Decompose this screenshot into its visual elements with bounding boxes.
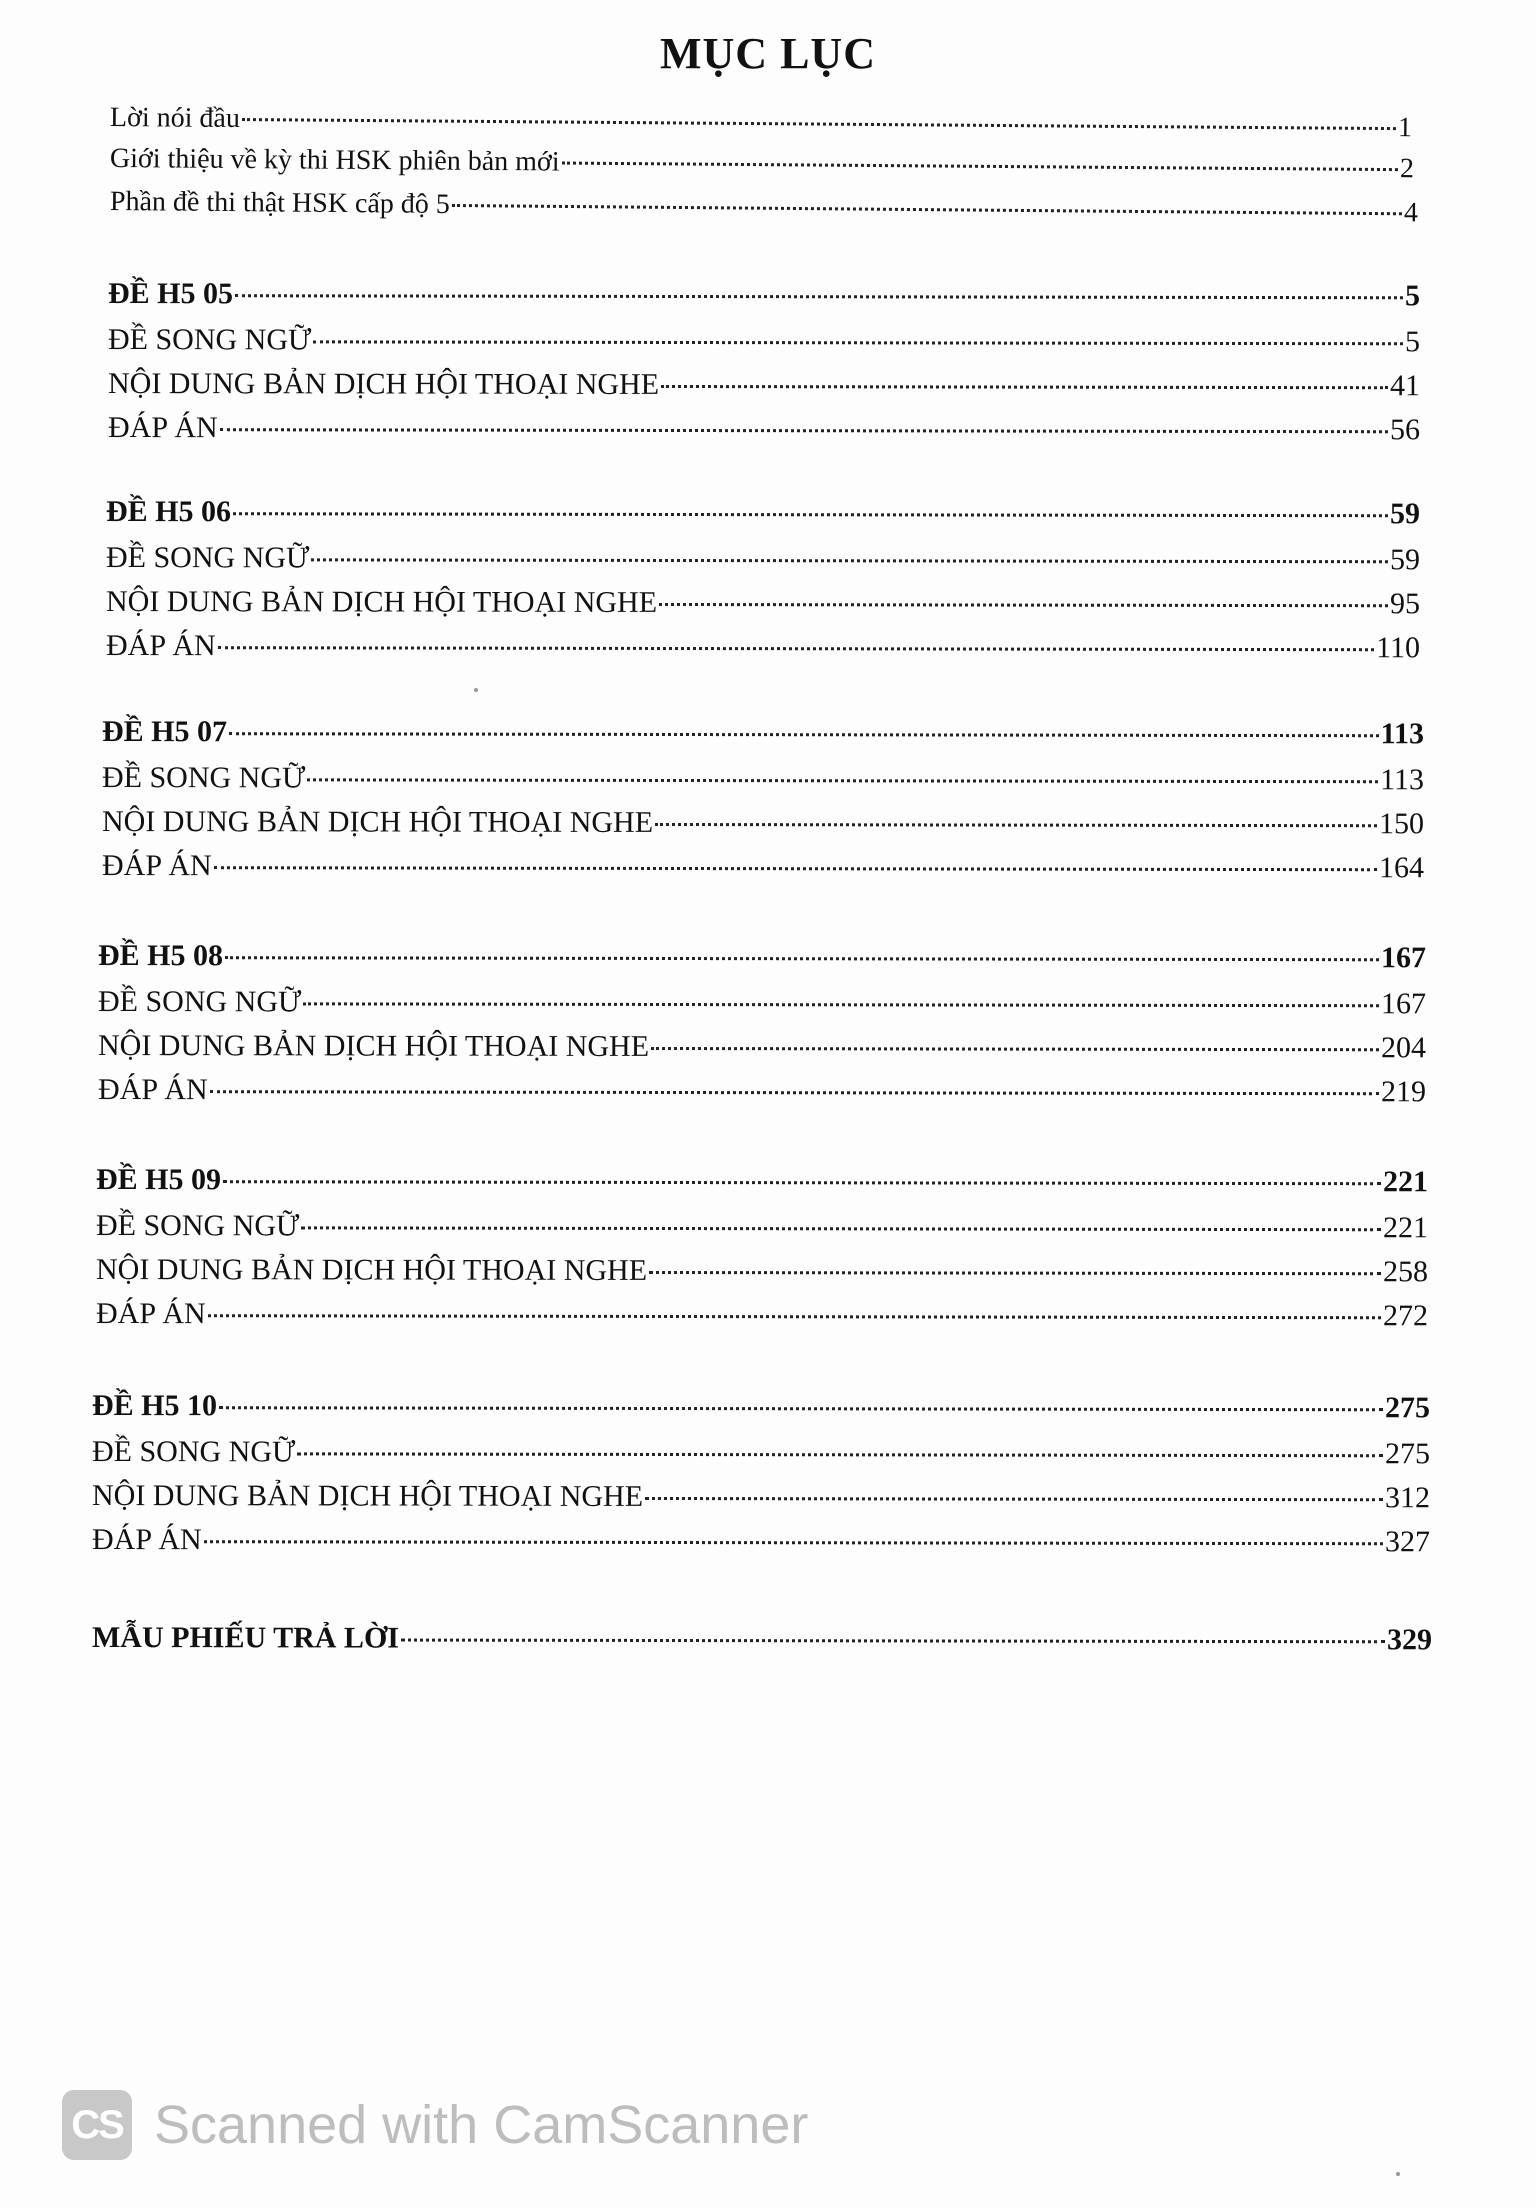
toc-intro-item (110, 100, 1412, 146)
toc-page-number: 5 (1404, 279, 1421, 313)
toc-entry-label: ĐỀ SONG NGỮ (101, 761, 306, 795)
toc-entry-label: Lời nói đầu (109, 102, 241, 135)
toc-entry-label: ĐỀ H5 10 (91, 1389, 218, 1423)
toc-entry-label: ĐỀ SONG NGỮ (97, 985, 302, 1019)
toc-entry-label: NỘI DUNG BẢN DỊCH HỘI THOẠI NGHE (107, 367, 660, 401)
toc-section-item (102, 804, 1424, 842)
toc-page-number: 56 (1389, 413, 1421, 447)
toc-page-number: 150 (1378, 807, 1425, 841)
dot-leader (659, 603, 1388, 607)
toc-entry-label: ĐÁP ÁN (95, 1297, 206, 1331)
toc-intro-item (110, 141, 1414, 187)
dot-leader (235, 294, 1403, 299)
toc-page-number: 110 (1376, 631, 1421, 665)
dot-leader (645, 1497, 1383, 1501)
toc-section-heading (102, 714, 1424, 752)
dot-leader (218, 646, 1374, 651)
toc-page-number: 113 (1380, 717, 1425, 751)
toc-entry-label: ĐỀ SONG NGỮ (107, 323, 312, 357)
toc-section-item (98, 1072, 1426, 1110)
toc-section-item (96, 1208, 1428, 1246)
toc-section-item (92, 1478, 1430, 1516)
dot-leader (452, 204, 1402, 215)
toc-entry-label: ĐÁP ÁN (107, 411, 218, 445)
dot-leader (301, 1226, 1381, 1231)
dot-leader (219, 1406, 1383, 1411)
camscanner-logo-icon: CS (62, 2090, 132, 2160)
toc-entry-label: ĐỀ SONG NGỮ (95, 1209, 300, 1243)
toc-page-number: 221 (1382, 1211, 1429, 1245)
dot-leader (223, 1180, 1381, 1185)
toc-closing-item (92, 1620, 1432, 1658)
toc-section-item (106, 628, 1420, 666)
dot-leader (655, 823, 1377, 827)
toc-section-heading (92, 1388, 1430, 1426)
toc-section-item (108, 366, 1420, 404)
toc-page-number: 41 (1389, 369, 1421, 403)
scan-speck (474, 688, 478, 692)
toc-entry-label: ĐỀ H5 07 (101, 715, 228, 749)
toc-entry-label: NỘI DUNG BẢN DỊCH HỘI THOẠI NGHE (105, 585, 658, 619)
toc-section-item (96, 1296, 1428, 1334)
toc-section-heading (106, 494, 1420, 532)
toc-section-item (102, 760, 1424, 798)
camscanner-watermark (62, 2090, 808, 2160)
dot-leader (208, 1314, 1381, 1319)
dot-leader (233, 512, 1388, 517)
dot-leader (225, 956, 1379, 961)
dot-leader (220, 428, 1388, 433)
toc-page-number: 113 (1380, 763, 1425, 797)
toc-entry-label: ĐỀ H5 09 (95, 1163, 222, 1197)
dot-leader (303, 1002, 1379, 1007)
toc-page-number: 275 (1384, 1391, 1431, 1425)
toc-page-number: 1 (1397, 112, 1413, 144)
dot-leader (661, 385, 1388, 389)
toc-page-number: 312 (1384, 1481, 1431, 1515)
toc-section-item (92, 1434, 1430, 1472)
toc-page-number: 275 (1384, 1437, 1431, 1471)
toc-entry-label: NỘI DUNG BẢN DỊCH HỘI THOẠI NGHE (101, 805, 654, 839)
dot-leader (297, 1452, 1383, 1457)
page-title: MỤC LỤC (660, 29, 876, 78)
toc-section-item (98, 984, 1426, 1022)
toc-page-number: 167 (1380, 941, 1427, 975)
toc-page-number: 167 (1380, 987, 1427, 1021)
toc-entry-label: NỘI DUNG BẢN DỊCH HỘI THOẠI NGHE (91, 1479, 644, 1513)
toc-page-number: 204 (1380, 1031, 1427, 1065)
toc-entry-label: ĐÁP ÁN (91, 1523, 202, 1557)
scan-speck (1396, 2172, 1400, 2176)
toc-entry-label: ĐỀ H5 06 (105, 495, 232, 529)
toc-section-item (92, 1522, 1430, 1560)
dot-leader (307, 778, 1378, 783)
toc-page-number: 221 (1382, 1165, 1429, 1199)
toc-page-number: 2 (1399, 153, 1415, 185)
dot-leader (651, 1047, 1379, 1051)
dot-leader (401, 1639, 1385, 1644)
dot-leader (229, 732, 1379, 737)
toc-entry-label: NỘI DUNG BẢN DỊCH HỘI THOẠI NGHE (95, 1253, 648, 1287)
toc-intro-item (110, 184, 1418, 231)
toc-section-item (106, 540, 1420, 578)
toc-entry-label: ĐÁP ÁN (101, 849, 212, 883)
toc-entry-label: MẪU PHIẾU TRẢ LỜI (91, 1621, 400, 1655)
toc-section-heading (108, 276, 1420, 314)
dot-leader (311, 558, 1388, 563)
dot-leader (649, 1271, 1381, 1275)
toc-page-number: 258 (1382, 1255, 1429, 1289)
toc-entry-label: ĐỀ H5 05 (107, 277, 234, 311)
dot-leader (204, 1540, 1383, 1545)
toc-page-number: 95 (1389, 587, 1421, 621)
toc-entry-label: ĐÁP ÁN (97, 1073, 208, 1107)
toc-section-heading (96, 1162, 1428, 1200)
toc-page-number: 327 (1384, 1525, 1431, 1559)
toc-section-item (108, 322, 1420, 360)
toc-section-heading (98, 938, 1426, 976)
toc-entry-label: Giới thiệu về kỳ thi HSK phiên bản mới (109, 143, 560, 178)
toc-page-number: 272 (1382, 1299, 1429, 1333)
dot-leader (210, 1090, 1379, 1095)
toc-page-number: 4 (1403, 197, 1419, 229)
dot-leader (562, 162, 1398, 172)
toc-entry-label: Phần đề thi thật HSK cấp độ 5 (109, 186, 450, 220)
toc-section-item (102, 848, 1424, 886)
toc-entry-label: ĐÁP ÁN (105, 629, 216, 663)
watermark-text: Scanned with CamScanner (154, 2095, 809, 2155)
toc-section-item (108, 410, 1420, 448)
dot-leader (214, 866, 1377, 871)
toc-entry-label: ĐỀ H5 08 (97, 939, 224, 973)
toc-page-number: 5 (1404, 325, 1421, 359)
toc-page-number: 219 (1380, 1075, 1427, 1109)
toc-section-item (98, 1028, 1426, 1066)
toc-page-number: 329 (1386, 1623, 1433, 1657)
dot-leader (242, 118, 1396, 130)
toc-entry-label: ĐỀ SONG NGỮ (105, 541, 310, 575)
toc-page-number: 164 (1378, 851, 1425, 885)
toc-page-number: 59 (1389, 543, 1421, 577)
toc-section-item (96, 1252, 1428, 1290)
dot-leader (313, 340, 1403, 345)
toc-page-number: 59 (1389, 497, 1421, 531)
toc-section-item (106, 584, 1420, 622)
toc-entry-label: ĐỀ SONG NGỮ (91, 1435, 296, 1469)
toc-entry-label: NỘI DUNG BẢN DỊCH HỘI THOẠI NGHE (97, 1029, 650, 1063)
